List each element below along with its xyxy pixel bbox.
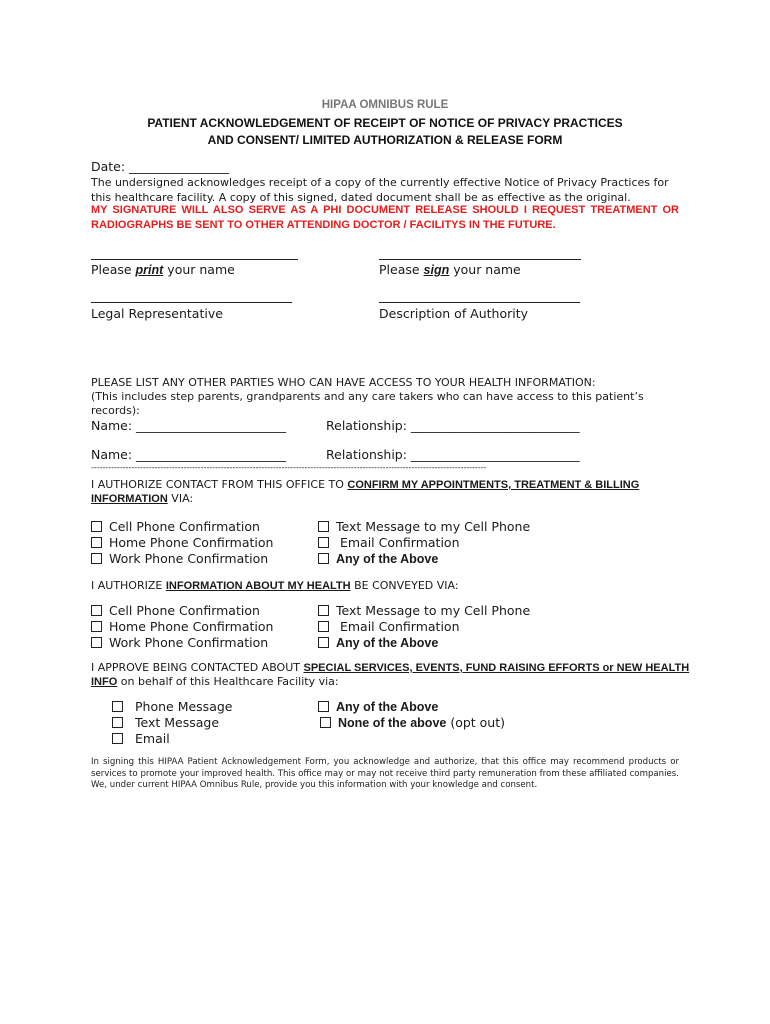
checkbox[interactable] xyxy=(91,553,102,564)
contact-option-home-phone[interactable]: Home Phone Confirmation xyxy=(91,535,273,550)
checkbox[interactable] xyxy=(91,637,102,648)
checkbox[interactable] xyxy=(318,521,329,532)
authority-description-label: Description of Authority xyxy=(379,306,529,321)
party-name-field-1[interactable]: Name: ________________________ xyxy=(91,418,287,433)
date-field[interactable]: Date: ________________ xyxy=(91,159,230,174)
section-divider: ----------------------------------------------------------------------------------------------------------------------------------------- xyxy=(91,463,487,472)
release-notice-line2: RADIOGRAPHS BE SENT TO OTHER ATTENDING DOCTOR / FACILITYS IN THE FUTURE. xyxy=(91,219,556,231)
special-option-any[interactable]: Any of the Above xyxy=(318,699,438,714)
checkbox[interactable] xyxy=(91,521,102,532)
contact-option-any[interactable]: Any of the Above xyxy=(318,551,438,566)
special-option-opt-out[interactable]: None of the above (opt out) xyxy=(320,715,505,730)
ack-text-line1: The undersigned acknowledges receipt of a copy of the currently effective Notice of Privacy Practices for xyxy=(91,176,669,189)
parties-note-cont: records): xyxy=(91,404,140,417)
print-name-line[interactable] xyxy=(91,259,298,260)
contact-option-text-message[interactable]: Text Message to my Cell Phone xyxy=(318,519,530,534)
checkbox[interactable] xyxy=(318,605,329,616)
checkbox[interactable] xyxy=(112,701,123,712)
form-title-line1: PATIENT ACKNOWLEDGEMENT OF RECEIPT OF NOTICE OF PRIVACY PRACTICES xyxy=(147,116,623,130)
health-option-text-message[interactable]: Text Message to my Cell Phone xyxy=(318,603,530,618)
checkbox[interactable] xyxy=(318,637,329,648)
contact-option-work-phone[interactable]: Work Phone Confirmation xyxy=(91,551,268,566)
legal-representative-label: Legal Representative xyxy=(91,306,223,321)
checkbox[interactable] xyxy=(318,553,329,564)
checkbox[interactable] xyxy=(318,537,329,548)
party-name-field-2[interactable]: Name: ________________________ xyxy=(91,447,287,462)
special-option-email[interactable]: Email xyxy=(112,731,170,746)
footer-text-line3: We, under current HIPAA Omnibus Rule, provide you this information with your knowledge and consent. xyxy=(91,780,538,790)
checkbox[interactable] xyxy=(91,621,102,632)
contact-auth-heading-cont: INFORMATION VIA: xyxy=(91,492,194,505)
special-option-text-message[interactable]: Text Message xyxy=(112,715,219,730)
special-services-heading: I APPROVE BEING CONTACTED ABOUT SPECIAL SERVICES, EVENTS, FUND RAISING EFFORTS or NEW HEALTH xyxy=(91,661,690,674)
health-option-home-phone[interactable]: Home Phone Confirmation xyxy=(91,619,273,634)
health-option-any[interactable]: Any of the Above xyxy=(318,635,438,650)
checkbox[interactable] xyxy=(320,717,331,728)
form-title-line2: AND CONSENT/ LIMITED AUTHORIZATION & RELEASE FORM xyxy=(207,133,563,147)
parties-note: (This includes step parents, grandparents and any care takers who can have access to this patient’s xyxy=(91,390,644,403)
contact-option-cell-phone[interactable]: Cell Phone Confirmation xyxy=(91,519,260,534)
sign-name-label: Please sign your name xyxy=(379,262,521,277)
health-info-heading: I AUTHORIZE INFORMATION ABOUT MY HEALTH BE CONVEYED VIA: xyxy=(91,579,459,592)
checkbox[interactable] xyxy=(112,733,123,744)
checkbox[interactable] xyxy=(91,605,102,616)
form-header-rule: HIPAA OMNIBUS RULE xyxy=(321,99,449,111)
footer-text-line1: In signing this HIPAA Patient Acknowledgement Form, you acknowledge and authorize, that this office may recommend products or xyxy=(91,757,679,767)
health-option-cell-phone[interactable]: Cell Phone Confirmation xyxy=(91,603,260,618)
special-services-heading-cont: INFO on behalf of this Healthcare Facility via: xyxy=(91,675,339,688)
contact-auth-heading: I AUTHORIZE CONTACT FROM THIS OFFICE TO CONFIRM MY APPOINTMENTS, TREATMENT & BILLING xyxy=(91,478,640,491)
sign-name-line[interactable] xyxy=(379,259,581,260)
checkbox[interactable] xyxy=(112,717,123,728)
health-option-work-phone[interactable]: Work Phone Confirmation xyxy=(91,635,268,650)
checkbox[interactable] xyxy=(318,621,329,632)
checkbox[interactable] xyxy=(91,537,102,548)
special-option-phone-message[interactable]: Phone Message xyxy=(112,699,232,714)
contact-option-email[interactable]: Email Confirmation xyxy=(318,535,460,550)
authority-description-line[interactable] xyxy=(379,302,580,303)
parties-heading: PLEASE LIST ANY OTHER PARTIES WHO CAN HAVE ACCESS TO YOUR HEALTH INFORMATION: xyxy=(91,376,596,389)
party-relationship-field-2[interactable]: Relationship: ___________________________ xyxy=(326,447,580,462)
legal-representative-line[interactable] xyxy=(91,302,292,303)
checkbox[interactable] xyxy=(318,701,329,712)
ack-text-line2: this healthcare facility. A copy of this signed, dated document shall be as effective as the original. xyxy=(91,191,631,204)
party-relationship-field-1[interactable]: Relationship: ___________________________ xyxy=(326,418,580,433)
health-option-email[interactable]: Email Confirmation xyxy=(318,619,460,634)
print-name-label: Please print your name xyxy=(91,262,235,277)
release-notice-line1: MY SIGNATURE WILL ALSO SERVE AS A PHI DOCUMENT RELEASE SHOULD I REQUEST TREATMENT OR xyxy=(91,204,679,216)
footer-text-line2: services to promote your improved health. This office may or may not receive third party remuneration from these affiliated companies. xyxy=(91,769,679,779)
